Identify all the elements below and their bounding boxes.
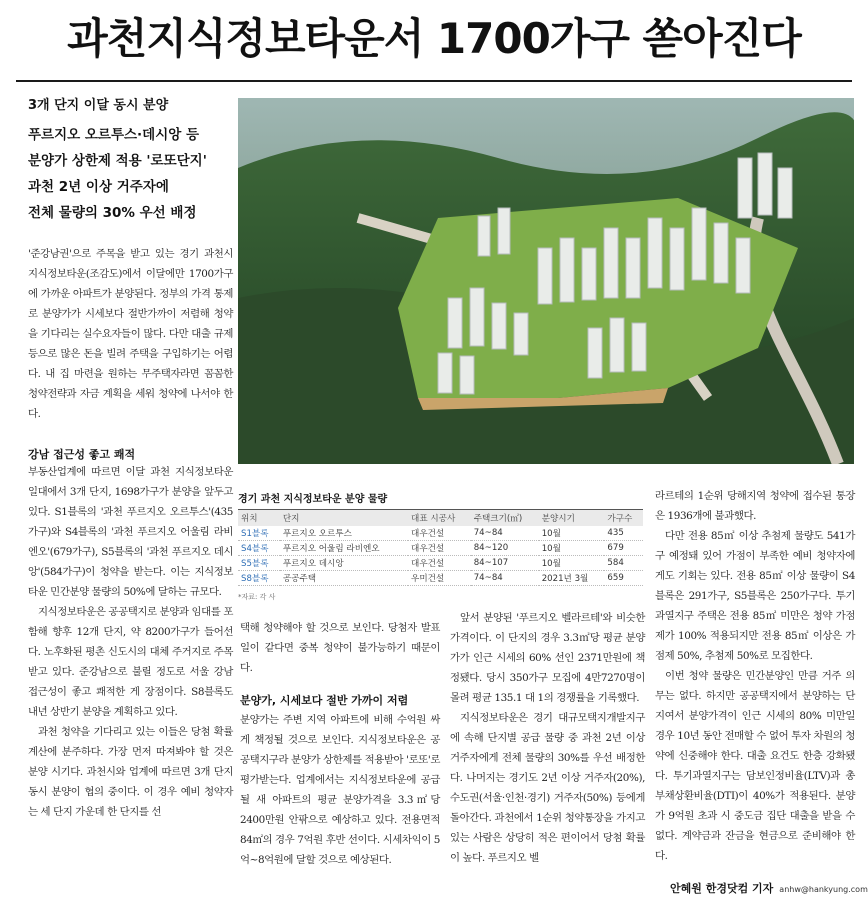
- table-cell: S8블록: [238, 571, 280, 586]
- table-row: [238, 556, 643, 571]
- headline-rule: [16, 80, 852, 82]
- table-source: *자료: 각 사: [238, 593, 276, 601]
- supply-table: [238, 490, 643, 602]
- body-paragraph: 앞서 분양된 '푸르지오 벨라르테'와 비슷한 가격이다. 이 단지의 경우 3.3㎡당 평균 분양가가 인근 시세의 60% 선인 2371만원에 책정됐다. 당시 350가구 모집에 4만7270명이 몰려 평균 135.1 대 1의 경쟁률을 기록했다.: [450, 612, 645, 704]
- body-paragraph: 택해 청약해야 할 것으로 보인다. 당첨자 발표일이 같다면 중복 청약이 불가능하기 때문이다.: [240, 622, 440, 674]
- body-paragraph: 라르테의 1순위 당해지역 청약에 접수된 통장은 1936개에 불과했다.: [655, 490, 855, 522]
- table-header: 단지: [280, 510, 408, 526]
- body-paragraph: 분양가는 주변 지역 아파트에 비해 수억원 싸게 책정될 것으로 보인다. 지식정보타운은 공공택지구라 분양가 상한제를 적용받아 '로또'로 평가받는다. 업계에서는 지식정보타운에 공급될 새 아파트의 평균 분양가격을 3.3㎡당 2400만원 안팎으로 예상하고 있다. 전용면적 84㎡의 경우 7억원 후반 선이다. 시세차익이 5억~8억원에 달할 것으로 예상된다.: [240, 714, 440, 866]
- section-heading: 강남 접근성 좋고 쾌적: [28, 448, 136, 461]
- table-cell: 74~84: [471, 526, 539, 541]
- table-row: [238, 571, 643, 586]
- table-title: 경기 과천 지식정보타운 분양 물량: [238, 490, 643, 510]
- body-paragraph: 이번 청약 물량은 민간분양인 만큼 거주 의무는 없다. 하지만 공공택지에서 분양하는 단지여서 분양가격이 인근 시세의 80% 미만일 경우 10년 동안 전매할 수 없어 투자 차원의 청약에 신중해야 한다. 대출 요건도 한층 강화됐다. 투기과열지구는 담보인정비율(LTV)과 총부채상환비율(DTI)이 40%가 적용된다. 분양가 9억원 초과 시 중도금 집단 대출을 받을 수 없다. 계약금과 잔금을 현금으로 준비해야 한다.: [655, 670, 855, 862]
- table-header: 가구수: [604, 510, 643, 526]
- table-header-row: [238, 510, 643, 526]
- table-cell: 푸르지오 데시앙: [280, 556, 408, 571]
- table-header: 위치: [238, 510, 280, 526]
- table-cell: 푸르지오 어울림 라비엔오: [280, 541, 408, 556]
- subhead-line: 전체 물량의 30% 우선 배정: [28, 205, 197, 221]
- body-paragraph: 다만 전용 85㎡ 이상 추첨제 물량도 541가구 예정돼 있어 가점이 부족한 예비 청약자에게도 기회는 있다. 전용 85㎡ 이상 물량이 S4블록은 291가구, S5블록은 250가구다. 투기과열지구 주택은 전용 85㎡ 미만은 청약 가점제가 100% 적용되지만 전용 85㎡ 이상은 가점제 50%, 추첨제 50%로 모집한다.: [655, 530, 855, 662]
- body-paragraph: 부동산업계에 따르면 이달 과천 지식정보타운 일대에서 3개 단지, 1698가구가 분양을 앞두고 있다. S1블록의 '과천 푸르지오 오르투스'(435가구)와 S4블록의 '과천 푸르지오 어울림 라비엔오'(679가구), S5블록의 '과천 푸르지오 데시앙'(584가구)이 청약을 받는다. 이는 지식정보타운 민간분양 물량의 50%에 달하는 규모다.: [28, 466, 233, 598]
- body-paragraph: 지식정보타운은 경기 대규모택지개발지구에 속해 단지별 공급 물량 중 과천 2년 이상 거주자에게 전체 물량의 30%를 우선 배정한다. 나머지는 경기도 2년 이상 거주자(20%), 수도권(서울·인천·경기) 거주자(50%) 등에게 돌아간다. 과천에서 1순위 청약통장을 가지고 있는 사람은 상당히 적은 편이어서 당첨 확률이 높다. 푸르지오 벨: [450, 712, 645, 864]
- headline: 과천지식정보타운서 1700가구 쏟아진다: [67, 14, 801, 63]
- table-cell: S5블록: [238, 556, 280, 571]
- table-cell: 584: [604, 556, 643, 571]
- table-cell: 84~107: [471, 556, 539, 571]
- table-cell: 공공주택: [280, 571, 408, 586]
- table-header: 분양시기: [539, 510, 605, 526]
- table-cell: 대우건설: [408, 556, 471, 571]
- section-heading: 분양가, 시세보다 절반 가까이 저렴: [240, 694, 409, 707]
- table: [238, 510, 643, 586]
- byline: [670, 880, 868, 896]
- table-cell: 푸르지오 오르투스: [280, 526, 408, 541]
- table-cell: S1블록: [238, 526, 280, 541]
- body-column-2: [240, 710, 440, 870]
- body-column-3: [450, 608, 645, 868]
- table-cell: 10월: [539, 541, 605, 556]
- byline-name: 안혜원 한경닷컴 기자: [670, 882, 774, 895]
- aerial-rendering-image: [238, 98, 854, 464]
- subhead: [28, 122, 233, 226]
- body-column-2-top: [240, 618, 440, 678]
- table-cell: 84~120: [471, 541, 539, 556]
- table-cell: 659: [604, 571, 643, 586]
- aerial-rendering-svg: [238, 98, 854, 464]
- table-cell: 74~84: [471, 571, 539, 586]
- table-cell: 679: [604, 541, 643, 556]
- subtitle: 3개 단지 이달 동시 분양: [28, 98, 169, 113]
- table-cell: 10월: [539, 526, 605, 541]
- byline-email: anhw@hankyung.com: [779, 885, 868, 894]
- body-paragraph: 지식정보타운은 공공택지로 분양과 임대를 포함해 향후 12개 단지, 약 8200가구가 들어선다. 노후화된 평촌 신도시의 대체 주거지로 주목받고 있다. 준강남으로 불릴 정도로 서울 강남 접근성이 좋고 쾌적한 게 장점이다. S8블록도 내년 상반기 분양을 계획하고 있다.: [28, 606, 233, 718]
- table-row: [238, 526, 643, 541]
- table-header: 대표 시공사: [408, 510, 471, 526]
- body-paragraph: 과천 청약을 기다리고 있는 이들은 당첨 확률 계산에 분주하다. 가장 먼저 따져봐야 할 것은 분양 시기다. 과천시와 업계에 따르면 3개 단지 동시 분양이 협의 중이다. 이 경우 예비 청약자는 세 단지 가운데 한 단지를 선: [28, 726, 233, 818]
- body-column-1: [28, 462, 233, 822]
- table-cell: 대우건설: [408, 526, 471, 541]
- table-cell: 2021년 3월: [539, 571, 605, 586]
- lede-paragraph: [28, 244, 233, 424]
- subhead-line: 과천 2년 이상 거주자에: [28, 179, 169, 195]
- table-cell: 10월: [539, 556, 605, 571]
- subhead-line: 푸르지오 오르투스·데시앙 등: [28, 127, 200, 143]
- table-cell: 435: [604, 526, 643, 541]
- subhead-line: 분양가 상한제 적용 '로또단지': [28, 153, 207, 169]
- table-row: [238, 541, 643, 556]
- table-header: 주택크기(㎡): [471, 510, 539, 526]
- body-column-4: [655, 486, 855, 866]
- table-cell: 대우건설: [408, 541, 471, 556]
- table-cell: S4블록: [238, 541, 280, 556]
- lede-text: '준강남권'으로 주목을 받고 있는 경기 과천시 지식정보타운(조감도)에서 이달에만 1700가구에 가까운 아파트가 분양된다. 정부의 가격 통제로 분양가가 시세보다 절반가까이 저렴해 청약을 기다리는 실수요자들이 많다. 다만 대출 규제 등으로 많은 돈을 빌려 주택을 구입하기는 어렵다. 내 집 마련을 원하는 무주택자라면 꼼꼼한 청약전략과 자금 계획을 세워 청약에 나서야 한다.: [28, 248, 233, 420]
- table-cell: 우미건설: [408, 571, 471, 586]
